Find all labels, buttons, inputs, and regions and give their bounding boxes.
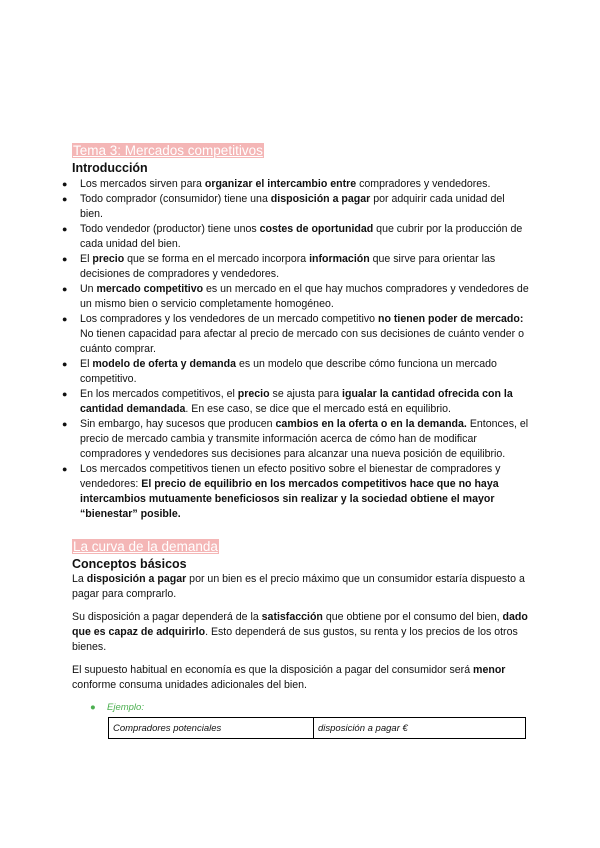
list-item [62, 417, 530, 462]
text-run: No tienen capacidad para afectar al precio de mercado con sus decisiones de cuánto vender o cuánto comprar. [80, 328, 525, 355]
table-header-cell: disposición a pagar € [314, 718, 526, 739]
section-heading: Conceptos básicos [72, 557, 187, 571]
bold-text: costes de oportunidad [259, 223, 374, 235]
paragraph [72, 572, 530, 602]
bold-text: modelo de oferta y demanda [92, 358, 237, 370]
list-item [62, 252, 530, 282]
list-item [62, 312, 530, 357]
text-run: compradores y vendedores. [356, 178, 491, 190]
paragraph [72, 663, 530, 693]
bold-text: información [309, 253, 370, 265]
bullet-icon: ● [62, 464, 68, 474]
bullet-icon: ● [62, 194, 68, 204]
bold-text: igualar la cantidad ofrecida con la cantidad demandada [80, 388, 513, 415]
bold-text: satisfacción [261, 611, 323, 623]
document-page [62, 142, 530, 739]
bold-text: menor [473, 664, 506, 676]
text-run: es un modelo que describe cómo funciona un mercado competitivo. [80, 358, 497, 385]
text-run: El [80, 358, 93, 370]
text-run: Los compradores y los vendedores de un mercado competitivo [80, 313, 378, 325]
text-run: El [80, 253, 93, 265]
bold-text: disposición a pagar [270, 193, 371, 205]
list-item [62, 282, 530, 312]
text-run: que obtiene por el consumo del bien, [322, 611, 503, 623]
table-row [109, 718, 526, 739]
text-run: Su disposición a pagar dependerá de la [72, 611, 262, 623]
text-run: conforme consuma unidades adicionales del bien. [72, 679, 307, 691]
text-run: que sirve para orientar las decisiones de compradores y vendedores. [80, 253, 496, 280]
bold-text: El precio de equilibrio en los mercados competitivos hace que no haya intercambios mutuamente beneficiosos sin realizar y la sociedad obtiene el mayor “bienestar” posible. [80, 478, 499, 520]
bold-text: precio [92, 253, 125, 265]
text-run: que se forma en el mercado incorpora [124, 253, 310, 265]
bullet-icon: ● [62, 224, 68, 234]
text-run: Los mercados competitivos tienen un efecto positivo sobre el bienestar de compradores y vendedores: [80, 463, 501, 490]
paragraph-group [72, 572, 530, 693]
text-run: . En ese caso, se dice que el mercado está en equilibrio. [185, 403, 451, 415]
bullet-icon: ● [62, 314, 68, 324]
section-title: Tema 3: Mercados competitivos [73, 143, 263, 158]
bold-text: disposición a pagar [86, 573, 187, 585]
bold-text: cambios en la oferta o en la demanda. [275, 418, 467, 430]
text-run: En los mercados competitivos, el [80, 388, 238, 400]
bullet-icon: ● [62, 284, 68, 294]
example-table [108, 717, 526, 739]
list-item [62, 387, 530, 417]
text-run: Todo comprador (consumidor) tiene una [80, 193, 271, 205]
list-item [62, 192, 530, 222]
text-run: se ajusta para [269, 388, 343, 400]
example-item [72, 701, 530, 715]
text-run: que cubrir por la producción de cada unidad del bien. [80, 223, 523, 250]
paragraph [72, 610, 530, 655]
bullet-list [62, 177, 530, 522]
bullet-icon: ● [90, 702, 96, 713]
bold-text: no tienen poder de mercado: [377, 313, 524, 325]
bold-text: precio [237, 388, 270, 400]
bullet-icon: ● [62, 419, 68, 429]
section-demand-curve [72, 538, 530, 739]
text-run: por un bien es el precio máximo que un consumidor estaría dispuesto a pagar para comprarlo. [72, 573, 525, 600]
text-run: por adquirir cada unidad del bien. [80, 193, 505, 220]
bold-text: mercado competitivo [96, 283, 204, 295]
text-run: La [72, 573, 87, 585]
bullet-icon: ● [62, 254, 68, 264]
list-item [62, 462, 530, 522]
section-title: La curva de la demanda [73, 539, 218, 554]
text-run: Todo vendedor (productor) tiene unos [80, 223, 260, 235]
text-run: es un mercado en el que hay muchos compradores y vendedores de un mismo bien o servicio completamente homogéneo. [80, 283, 529, 310]
bullet-icon: ● [62, 359, 68, 369]
text-run: Sin embargo, hay sucesos que producen [80, 418, 276, 430]
list-item [62, 222, 530, 252]
bold-text: organizar el intercambio entre [204, 178, 357, 190]
section-intro [62, 142, 530, 522]
text-run: . Esto dependerá de sus gustos, su renta y los precios de los otros bienes. [72, 626, 518, 653]
bold-text: dado que es capaz de adquirirlo [72, 611, 528, 638]
table-header-cell: Compradores potenciales [109, 718, 314, 739]
text-run: El supuesto habitual en economía es que la disposición a pagar del consumidor será [72, 664, 474, 676]
list-item [62, 357, 530, 387]
bullet-icon: ● [62, 389, 68, 399]
text-run: Los mercados sirven para [80, 178, 205, 190]
text-run: Entonces, el precio de mercado cambia y transmite información acerca de cómo han de modificar compradores y vendedores sus decisiones para alcanzar una nueva posición de equilibrio. [80, 418, 529, 460]
text-run: Un [80, 283, 97, 295]
bullet-icon: ● [62, 179, 68, 189]
example-label: Ejemplo: [107, 702, 144, 713]
section-heading: Introducción [72, 161, 148, 175]
list-item [62, 177, 530, 192]
